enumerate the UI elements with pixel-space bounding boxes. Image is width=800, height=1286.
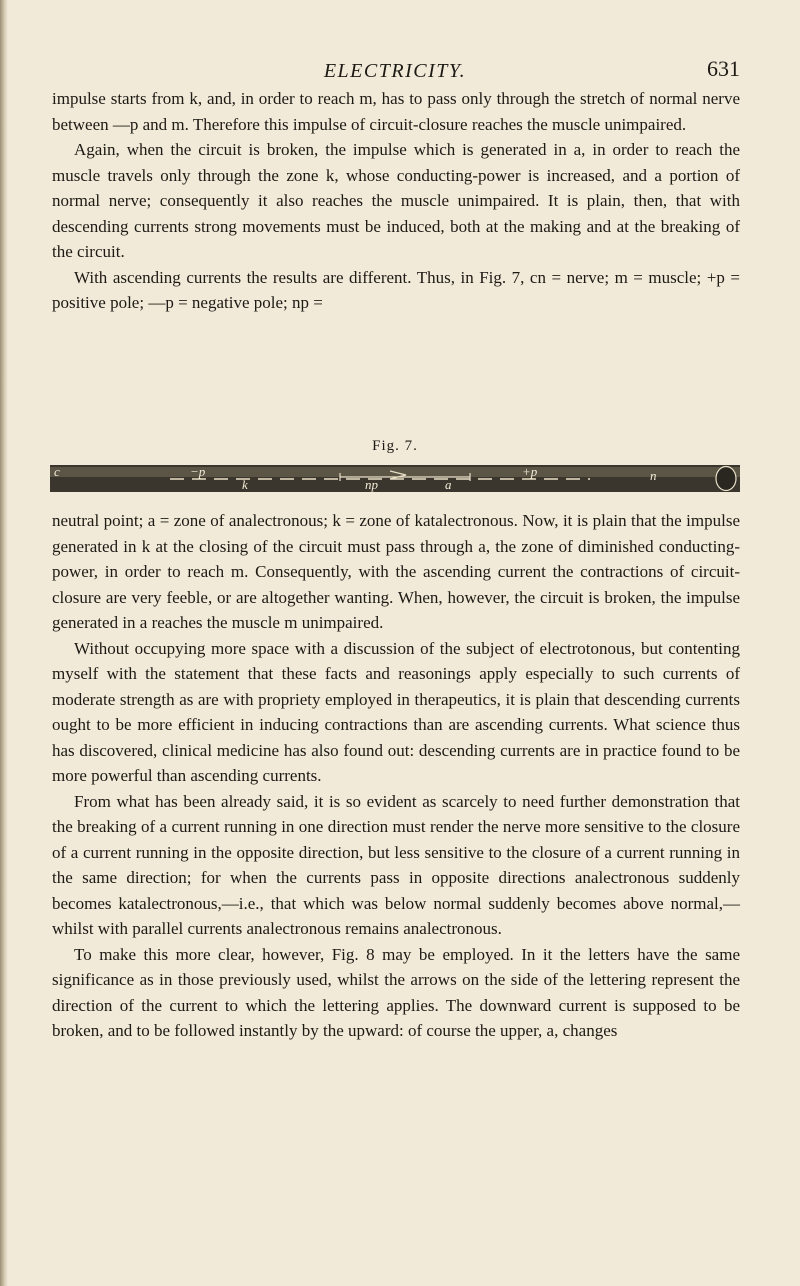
page-number: 631 (707, 56, 740, 81)
nerve-diagram-svg (50, 465, 740, 492)
running-title: ELECTRICITY. (323, 60, 467, 82)
paragraph: Without occupying more space with a discussion of the subject of electrotonous, but contenting myself with the statement that these facts and reasonings apply especially to such currents of moderate strength as are with propriety employed in therapeutics, it is plain that descending currents ought to be more efficient in inducing contractions than are ascending currents. What science thus has discovered, clinical medicine has also found out: descending currents are in practice found to be more powerful than ascending currents. (52, 638, 740, 785)
body-text-bottom (52, 508, 740, 1044)
label-c: c (54, 465, 60, 479)
label-n: n (650, 468, 657, 483)
paragraph: impulse starts from k, and, in order to reach m, has to pass only through the stretch of normal nerve between —p and m. Therefore this impulse of circuit-closure reaches the muscle unimpaired. (52, 89, 740, 134)
paragraph: From what has been already said, it is so evident as scarcely to need further demonstration that the breaking of a current running in one direction must render the nerve more sensitive to the closure of a current running in the opposite direction, but less sensitive to the closure of a current running in the same direction; for when the currents pass in opposite directions analectronous suddenly becomes katalectronous,—i.e., that which was below normal suddenly becomes above normal,—whilst with parallel currents analectronous remains analectronous. (52, 791, 740, 938)
label-np: np (365, 477, 378, 492)
label-a: a (445, 477, 452, 492)
paragraph: Again, when the circuit is broken, the impulse which is generated in a, in order to reach the muscle travels only through the zone k, whose conducting-power is increased, and a portion of normal nerve; consequently it also reaches the muscle unimpaired. It is plain, then, that with descending currents strong movements must be induced, both at the making and at the breaking of the circuit. (52, 140, 740, 261)
muscle-end-icon (716, 467, 736, 491)
figure-7-nerve-diagram (50, 465, 740, 492)
figure-caption: Fig. 7. (372, 438, 418, 454)
paragraph: To make this more clear, however, Fig. 8 may be employed. In it the letters have the same significance as in those previously used, whilst the arrows on the side of the lettering represent the direction of the current to which the lettering applies. The downward current is supposed to be broken, and to be followed instantly by the upward: of course the upper, a, changes (52, 944, 740, 1040)
label-negative-pole: −p (190, 465, 206, 479)
paragraph: neutral point; a = zone of analectronous; k = zone of katalectronous. Now, it is plain that the impulse generated in k at the closing of the circuit must pass through a, the zone of diminished conducting-power, in order to reach m. Consequently, with the ascending current the contractions of circuit-closure are very feeble, or are altogether wanting. When, however, the circuit is broken, the impulse generated in a reaches the muscle m unimpaired. (52, 511, 740, 632)
body-text-top (52, 86, 740, 316)
label-k: k (242, 477, 248, 492)
page-edge-shadow (0, 0, 8, 1286)
label-positive-pole: +p (522, 465, 538, 479)
paragraph: With ascending currents the results are different. Thus, in Fig. 7, cn = nerve; m = muscle; +p = positive pole; —p = negative pole; np = (52, 267, 740, 312)
